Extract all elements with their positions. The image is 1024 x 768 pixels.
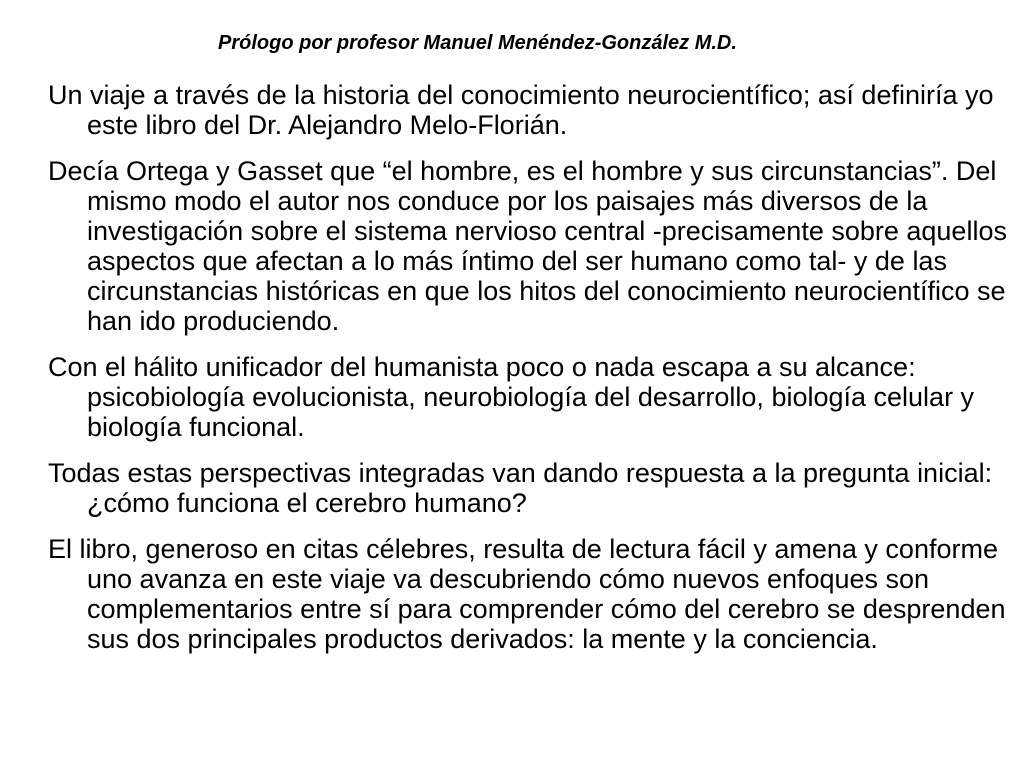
paragraph-2: Decía Ortega y Gasset que “el hombre, es el hombre y sus circunstancias”. Del mismo modo el autor nos conduce por los paisajes más diversos de la investigación sobre el sistema nervioso central -precisamente sobre aquellos aspectos que afectan a lo más íntimo del ser humano como tal- y de las circunstancias históricas en que los hitos del conocimiento neurocientífico se han ido produciendo. [48, 156, 1007, 336]
document-body [48, 80, 1008, 670]
paragraph-4: Todas estas perspectivas integradas van dando respuesta a la pregunta inicial: ¿cómo funciona el cerebro humano? [48, 458, 993, 518]
paragraph-3: Con el hálito unificador del humanista poco o nada escapa a su alcance: psicobiología evolucionista, neurobiología del desarrollo, biología celular y biología funcional. [48, 352, 975, 442]
paragraph-5: El libro, generoso en citas célebres, resulta de lectura fácil y amena y conforme uno avanza en este viaje va descubriendo cómo nuevos enfoques son complementarios entre sí para comprender cómo del cerebro se desprenden sus dos principales productos derivados: la mente y la conciencia. [48, 534, 1006, 654]
page-title: Prólogo por profesor Manuel Menéndez-González M.D. [218, 32, 737, 54]
paragraph-1: Un viaje a través de la historia del conocimiento neurocientífico; así definiría yo este libro del Dr. Alejandro Melo-Florián. [48, 80, 994, 140]
